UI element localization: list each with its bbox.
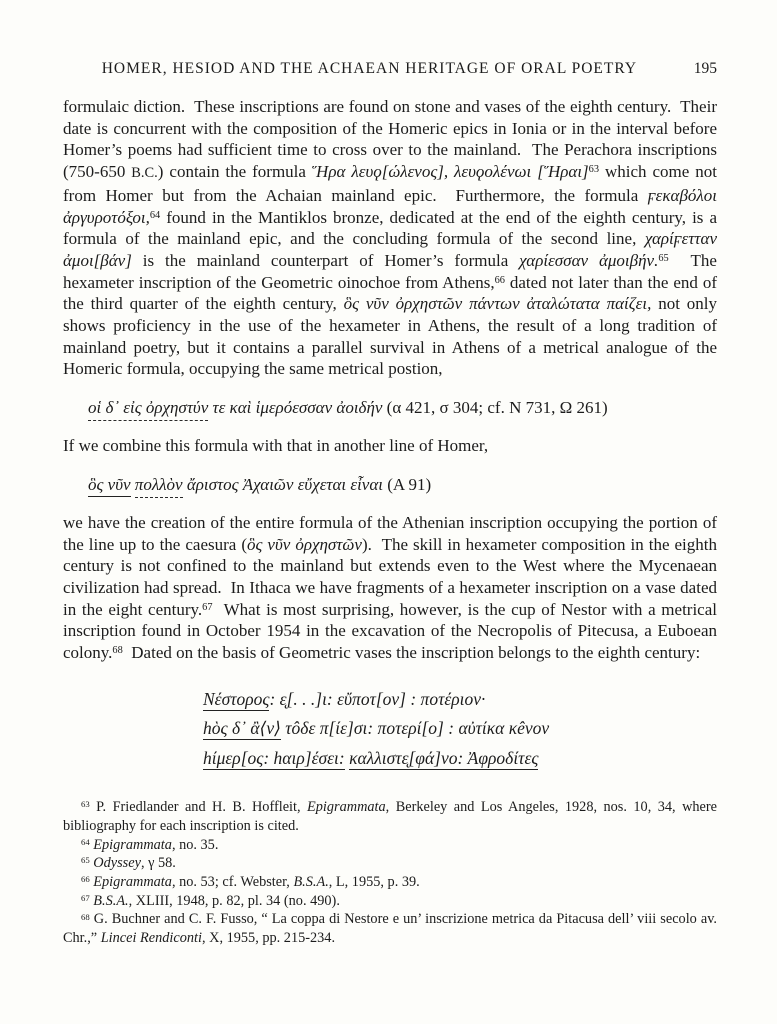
verse-quote-2: ὃς νῦν πολλὸν ἄριστος Ἀχαιῶν εὔχεται εἶναι (A 91) xyxy=(88,473,717,496)
running-title: HOMER, HESIOD AND THE ACHAEAN HERITAGE OF ORAL POETRY xyxy=(101,60,638,77)
footnote-66: $^{66}$ Epigrammata, no. 53; cf. Webster, B.S.A., L, 1955, p. 39. xyxy=(81,874,420,891)
footnote-68: $^{68}$ G. Buchner and C. F. Fusso, “ La coppa di Nestore e un’ inscrizione metrica da Pitacusa dell’ viii secolo av. Chr.,” Lincei Rendiconti, X, 1955, pp. 215-234. xyxy=(63,911,721,947)
footnote-67: $^{67}$ B.S.A., XLIII, 1948, p. 82, pl. 34 (no. 490). xyxy=(81,892,340,909)
footnote-63: $^{63}$ P. Friedlander and H. B. Hoffleit, Epigrammata, Berkeley and Los Angeles, 1928, nos. 10, 34, where bibliography for each inscription is cited. xyxy=(63,799,721,834)
paragraph-discussion: we have the creation of the entire formula of the Athenian inscription occupying the portion of the line up to the caesura (ὃς νῦν ὀρχηστῶν). The skill in hexameter composition in the eighth century is not confined to the mainland but extends even to the West where the Mycenaean civilization had spread. In Ithaca we have fragments of a hexameter inscription on a vase dated in the eight century.$^{67}$ What is most surprising, however, is the cup of Nestor with a metrical inscription found in October 1954 in the excavation of the Necropolis of Pitecusa, a Euboean colony.$^{68}$ Dated on the basis of Geometric vases the inscription belongs to the eighth century: xyxy=(63,512,722,663)
page-body xyxy=(63,96,722,948)
page-number: 195 xyxy=(693,60,717,77)
footnote-64: $^{64}$ Epigrammata, no. 35. xyxy=(81,836,219,853)
inscription-line-1: Νέστορος: ε̨[. . .]ι: εὔποτ[ον] : ποτέριον· xyxy=(203,688,486,709)
footnote-65: $^{65}$ Odyssey, γ 58. xyxy=(81,855,176,872)
verse-quote-1: οἱ δ᾽ εἰς ὀρχηστύν τε καὶ ἱμερόεσσαν ἀοιδήν (α 421, σ 304; cf. Ν 731, Ω 261) xyxy=(88,396,717,419)
lead-in-sentence: If we combine this formula with that in another line of Homer, xyxy=(63,436,489,456)
nestor-cup-inscription xyxy=(203,685,717,774)
page-header xyxy=(63,60,717,78)
inscription-line-2: hὸς δ᾽ ἂ⟨ν⟩ τôδε π[ίε]σι: ποτερί[ο] : αὐτίκα κêνον xyxy=(203,718,550,739)
inscription-line-3: hίμερ[ος: hαιρ]έσει: καλλιστε̨[φά]νο: Ἀφροδίτες xyxy=(203,747,539,768)
paragraph-opening: formulaic diction. These inscriptions are found on stone and vases of the eighth century. Their date is concurrent with the composition of the Homeric epics in Ionia or in the interval before Homer’s poems had sufficient time to cross over to the mainland. The Perachora inscriptions (750-650 B.C.) contain the formula Ἥρα λευϙ[ώλενος], λευϙολένωι [Ἥραι]$^{63}$ which come not from Homer but from the Achaian mainland epic. Furthermore, the formula ϝεκαβόλοι ἀργυροτόξοι,$^{64}$ found in the Mantiklos bronze, dedicated at the end of the eighth century, is a formula of the mainland epic, and the concluding formula of the second line, χαρίϝετταν ἀμοι[βάν] is the mainland counterpart of Homer’s formula χαρίεσσαν ἀμοιβήν.$^{65}$ The hexameter inscription of the Geometric oinochoe from Athens,$^{66}$ dated not later than the end of the third quarter of the eighth century, ὃς νῦν ὀρχηστῶν πάντων ἀταλώτατα παίζει, not only shows proficiency in the use of the hexameter in Athens, the result of a long tradition of mainland poetry, but it contains a parallel survival in Athens of a metrical analogue of the Homeric formula, occupying the same metrical postion, xyxy=(63,97,722,379)
footnotes-section xyxy=(63,798,721,948)
